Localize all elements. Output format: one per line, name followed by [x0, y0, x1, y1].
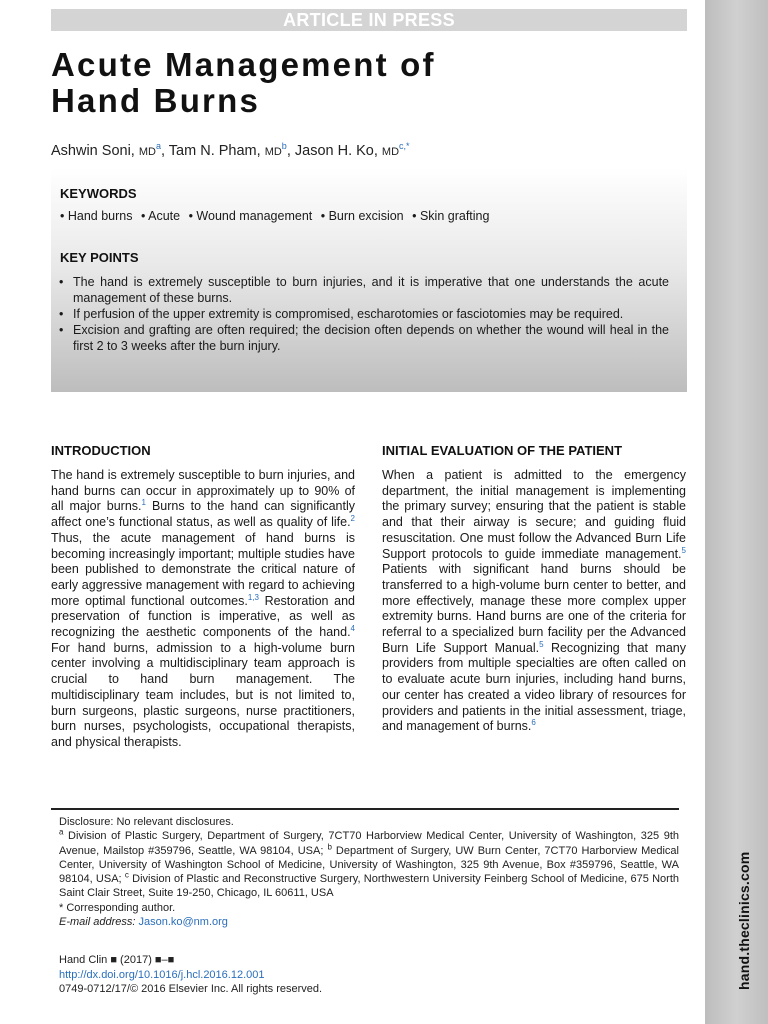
email-note — [59, 915, 679, 929]
keywords-list — [60, 209, 494, 223]
reference-link[interactable]: 4 — [350, 623, 355, 633]
keyword-item: • Wound management — [188, 209, 313, 223]
initial-evaluation-paragraph — [382, 468, 686, 735]
keyword-item: • Skin grafting — [412, 209, 490, 223]
journal-site-url[interactable]: hand.theclinics.com — [736, 851, 752, 990]
journal-info — [59, 953, 322, 997]
keyword-item: • Acute — [140, 209, 181, 223]
text-run: Thus, the acute management of hand burns is becoming increasingly important; multiple studies have been published to demonstrate the critical nature of early aggressive management with regard to achieving more optimal functional outcomes. — [51, 530, 355, 608]
author-name: Ashwin Soni, — [51, 142, 135, 159]
key-point-item: • If perfusion of the upper extremity is compromised, escharotomies or fasciotomies may be required. — [59, 306, 669, 322]
author-name: Tam N. Pham, — [168, 142, 261, 159]
key-points-heading: KEY POINTS — [60, 250, 139, 265]
reference-link[interactable]: 6 — [531, 718, 536, 728]
reference-link[interactable]: 5 — [681, 545, 686, 555]
text-run: Recognizing that many providers from multiple specialties are often called on to evaluate acute burn injuries, including hand burns, our center has created a video library of resources for providers and patients in the initial assessment, triage, and management of burns. — [382, 640, 686, 734]
affiliation-mark: b — [327, 841, 332, 851]
reference-link[interactable]: 1 — [141, 498, 146, 508]
key-point-item: • Excision and grafting are often required; the decision often depends on whether the wound will heal in the first 2 to 3 weeks after the burn injury. — [59, 322, 669, 354]
footnotes — [59, 815, 679, 929]
title-line-2: Hand Burns — [51, 82, 261, 119]
text-run: For hand burns, admission to a high-volume burn center involving a multidisciplinary team approach is crucial to hand burn management. The multidisciplinary team includes, but is not limited to, burn surgeons, plastic surgeons, nurse practitioners, burn nurses, psychologists, occupational therapists, and physical therapists. — [51, 640, 355, 749]
article-in-press-banner: ARTICLE IN PRESS — [51, 9, 687, 31]
disclosure-note: Disclosure: No relevant disclosures. — [59, 816, 234, 828]
keywords-heading: KEYWORDS — [60, 186, 137, 201]
affiliation-mark: a — [59, 827, 64, 837]
reference-link[interactable]: 5 — [539, 639, 544, 649]
initial-evaluation-section — [382, 443, 686, 735]
key-points-list — [59, 274, 669, 354]
email-link[interactable]: Jason.ko@nm.org — [138, 916, 228, 929]
text-run: When a patient is admitted to the emergency department, the initial management is implementing the primary survey; ensuring that the patient is stable and that their airway is secure; and guiding fluid resuscitation. One must follow the Advanced Burn Life Support protocols to guide immediate management. — [382, 468, 686, 561]
author-degree: MD — [264, 145, 282, 158]
keyword-item: • Burn excision — [320, 209, 404, 223]
author-affiliation-link[interactable]: a — [155, 141, 161, 151]
text-run: Restoration and preservation of function is imperative, as well as recognizing the aesthetic components of the hand. — [51, 593, 355, 640]
title-line-1: Acute Management of — [51, 46, 436, 83]
key-point-item: • The hand is extremely susceptible to burn injuries, and it is imperative that one understands the acute management of these burns. — [59, 274, 669, 306]
email-label: E-mail address: — [59, 916, 136, 929]
affiliation-c: Division of Plastic and Reconstructive Surgery, Northwestern University Feinberg School of Medicine, 675 North Saint Clair Street, Suite 19-250, Chicago, IL 60611, USA — [59, 873, 680, 900]
keywords-keypoints-box — [51, 168, 687, 392]
footnote-divider — [51, 808, 679, 810]
affiliation-b: Department of Surgery, UW Burn Center, 7CT70 Harborview Medical Center, University of Washington School of Medicine, University of Washington, 325 9th Avenue, Box #359796, Seattle, WA 98104, USA; — [59, 844, 679, 886]
reference-link[interactable]: 2 — [350, 513, 355, 523]
article-title — [51, 47, 436, 119]
author-separator: , — [160, 142, 166, 159]
doi-link[interactable]: http://dx.doi.org/10.1016/j.hcl.2016.12.001 — [59, 968, 265, 981]
initial-evaluation-heading: INITIAL EVALUATION OF THE PATIENT — [382, 443, 623, 458]
author-degree: MD — [381, 145, 400, 158]
corresponding-author-note: * Corresponding author. — [59, 901, 176, 914]
affiliations-note — [59, 829, 679, 900]
text-run: Patients with significant hand burns should be transferred to a high-volume burn center to better, and more effectively, manage these more complex upper extremity burns. Hand burns are one of the criteria for referral to a specialized burn facility per the Advanced Burn Life Support Manual. — [382, 562, 686, 655]
author-affiliation-link[interactable]: c,* — [399, 141, 410, 151]
author-affiliation-link[interactable]: b — [281, 141, 287, 151]
affiliation-a: Division of Plastic Surgery, Department of Surgery, 7CT70 Harborview Medical Center, University of Washington, 325 9th Avenue, Mailstop #359796, Seattle, WA 98104, USA; — [59, 830, 679, 857]
journal-citation: Hand Clin ■ (2017) ■–■ — [59, 954, 175, 966]
introduction-paragraph — [51, 468, 355, 751]
affiliation-mark: c — [124, 870, 129, 880]
author-list — [51, 141, 410, 159]
introduction-section — [51, 443, 355, 751]
author-degree: MD — [138, 145, 156, 158]
introduction-heading: INTRODUCTION — [51, 443, 151, 458]
author-separator: , — [286, 142, 291, 159]
author-name: Jason H. Ko, — [294, 142, 378, 159]
reference-link[interactable]: 1,3 — [247, 592, 259, 602]
text-run: The hand is extremely susceptible to burn injuries, and hand burns can occur in approximately up to 90% of all major burns. — [51, 468, 355, 514]
keyword-item: • Hand burns — [60, 209, 133, 223]
copyright-line: 0749-0712/17/© 2016 Elsevier Inc. All rights reserved. — [59, 983, 323, 995]
text-run: Burns to the hand can significantly affect one’s functional status, as well as quality of life. — [51, 499, 355, 530]
